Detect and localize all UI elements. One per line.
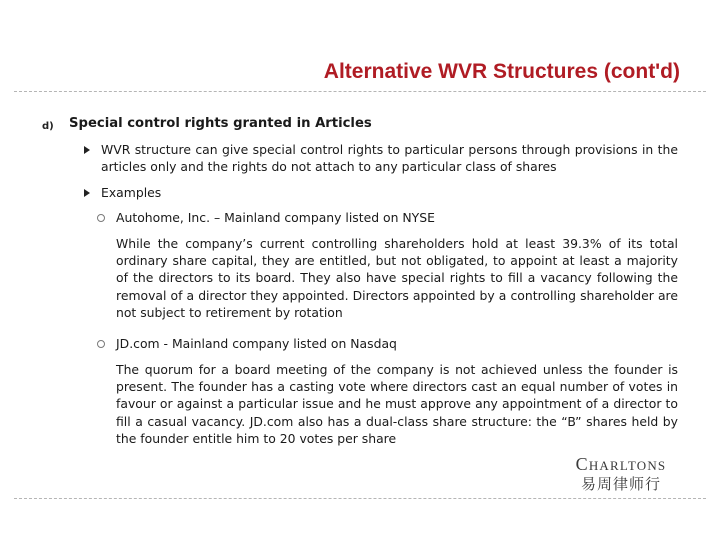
example-description: The quorum for a board meeting of the company is not achieved unless the founder is present. The founder has a casting vote where directors cast an equal number of votes in favour or against a particular issue and he must approve any appointment of a director to fill a casual vacancy. JD.com also has a dual-class share structure: the “B” shares held by the founder entitle him to 20 votes per share bbox=[116, 362, 678, 446]
slide-title: Alternative WVR Structures (cont'd) bbox=[323, 60, 680, 83]
arrow-bullet-icon bbox=[84, 189, 90, 197]
example-title: Autohome, Inc. – Mainland company listed on NYSE bbox=[116, 210, 435, 225]
section-heading: Special control rights granted in Articles bbox=[69, 116, 372, 131]
logo-wordmark: Charltons bbox=[575, 454, 667, 474]
example-title: JD.com - Mainland company listed on Nasdaq bbox=[116, 336, 397, 351]
bullet-text: Examples bbox=[101, 185, 162, 200]
arrow-bullet-icon bbox=[84, 146, 90, 154]
example-description: While the company’s current controlling shareholders hold at least 39.3% of its total ordinary share capital, they are entitled, but not obligated, to appoint at least a majority of the directors to its board. They also have special rights to fill a vacancy following the removal of a director they appointed. Directors appointed by a controlling shareholder are not subject to retirement by rotation bbox=[116, 236, 678, 320]
charltons-logo bbox=[560, 454, 682, 494]
logo-chinese-name: 易周律师行 bbox=[580, 475, 661, 493]
bullet-text: WVR structure can give special control rights to particular persons through provisions in the articles only and the rights do not attach to any particular class of shares bbox=[101, 142, 678, 175]
section-label: d) bbox=[42, 121, 54, 132]
circle-bullet-icon bbox=[97, 340, 105, 348]
circle-bullet-icon bbox=[97, 214, 105, 222]
title-divider bbox=[14, 91, 706, 92]
footer-divider bbox=[14, 498, 706, 499]
